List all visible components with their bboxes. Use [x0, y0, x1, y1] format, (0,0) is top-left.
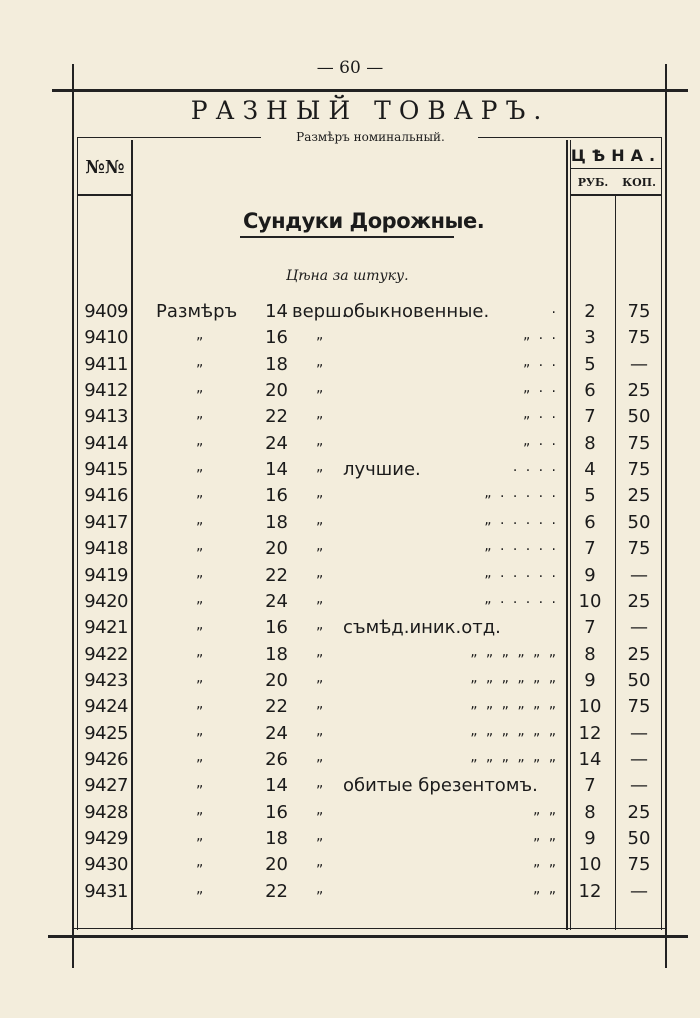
unit-label: „ — [316, 617, 324, 634]
size-value: 24 — [265, 722, 288, 744]
price-rub: 9 — [584, 669, 596, 691]
size-value: 22 — [265, 564, 288, 586]
ditto-fill: . — [551, 301, 558, 317]
price-kop: 25 — [627, 380, 651, 402]
item-number: 9430 — [84, 854, 128, 876]
ditto-fill: „ . . — [522, 353, 558, 370]
ditto-fill: . . . . — [512, 459, 558, 476]
price-kop: 50 — [627, 669, 651, 691]
item-number: 9418 — [84, 538, 128, 560]
item-number: 9417 — [84, 511, 128, 533]
item-number: 9411 — [84, 353, 128, 375]
table-row — [0, 825, 700, 851]
description: лучшие. — [343, 459, 421, 481]
subtitle-rule-left — [78, 137, 261, 138]
price-kop: 50 — [627, 406, 651, 428]
table-row — [0, 298, 700, 324]
size-label: „ — [196, 617, 204, 634]
size-value: 24 — [265, 590, 288, 612]
ditto-fill: „ . . — [522, 380, 558, 397]
table-row — [0, 377, 700, 403]
table-row — [0, 535, 700, 561]
price-kop: — — [630, 617, 648, 639]
ditto-fill: „ „ — [533, 828, 558, 844]
item-number: 9420 — [84, 590, 128, 612]
size-label: „ — [196, 669, 204, 686]
unit-label: „ — [316, 353, 324, 370]
price-kop: 75 — [627, 301, 651, 322]
price-rub: 8 — [584, 432, 596, 454]
size-label: „ — [196, 353, 204, 370]
size-label: „ — [196, 432, 204, 449]
unit-label: „ — [316, 406, 324, 423]
price-kop: 25 — [627, 485, 651, 507]
unit-label: „ — [316, 432, 324, 449]
item-number: 9423 — [84, 669, 128, 691]
price-rub: 6 — [584, 380, 596, 402]
unit-label: „ — [316, 880, 324, 897]
table-row — [0, 878, 700, 904]
item-number: 9424 — [84, 696, 128, 718]
size-value: 14 — [265, 775, 288, 797]
price-rub: 7 — [584, 406, 596, 428]
price-kop: 75 — [627, 696, 651, 718]
size-label: „ — [196, 801, 204, 818]
price-kop: 75 — [627, 432, 651, 454]
price-kop: 75 — [627, 538, 651, 560]
table-row — [0, 667, 700, 693]
size-label: „ — [196, 854, 204, 871]
price-kop: — — [630, 564, 648, 586]
unit-label: „ — [316, 854, 324, 871]
table-row — [0, 456, 700, 482]
unit-label: „ — [316, 801, 324, 818]
price-rub: 3 — [584, 327, 596, 349]
size-label: „ — [196, 748, 204, 765]
price-rub: 10 — [578, 854, 602, 876]
bottom-rule-inner — [72, 928, 666, 929]
size-value: 14 — [265, 459, 288, 481]
table-row — [0, 430, 700, 456]
unit-label: „ — [316, 380, 324, 397]
size-label: „ — [196, 380, 204, 397]
item-number: 9428 — [84, 801, 128, 823]
unit-label: „ — [316, 538, 324, 555]
unit-label: „ — [316, 564, 324, 581]
item-number: 9412 — [84, 380, 128, 402]
price-kop: 50 — [627, 511, 651, 533]
ditto-fill: „ . . . . . — [484, 538, 558, 555]
price-rub: 2 — [584, 301, 596, 322]
size-value: 22 — [265, 880, 288, 902]
ditto-fill: „ „ „ „ „ „ — [470, 722, 558, 739]
table-row — [0, 720, 700, 746]
size-value: 18 — [265, 511, 288, 533]
number-header-rule — [78, 194, 131, 196]
price-rub: 10 — [578, 590, 602, 612]
size-value: 18 — [265, 828, 288, 849]
price-per-unit-note: Цѣна за штуку. — [286, 268, 409, 284]
item-number: 9426 — [84, 748, 128, 770]
item-number: 9409 — [84, 301, 128, 322]
size-label: „ — [196, 880, 204, 897]
item-number: 9422 — [84, 643, 128, 665]
ditto-fill: „ „ „ „ „ „ — [470, 643, 558, 660]
unit-label: „ — [316, 828, 324, 844]
item-number: 9425 — [84, 722, 128, 744]
description: съмѣд.иник.отд. — [343, 617, 501, 639]
size-label: „ — [196, 511, 204, 528]
table-row — [0, 693, 700, 719]
ditto-fill: „ „ — [533, 854, 558, 871]
ditto-fill: „ . . . . . — [484, 564, 558, 581]
price-kop: — — [630, 880, 648, 902]
price-kop: — — [630, 722, 648, 744]
subtitle-rule-right — [478, 137, 661, 138]
size-label: „ — [196, 538, 204, 555]
size-label: „ — [196, 828, 204, 844]
unit-label: верш. — [292, 301, 348, 322]
price-kop: 50 — [627, 828, 651, 849]
price-rub: 8 — [584, 643, 596, 665]
unit-label: „ — [316, 485, 324, 502]
size-label: „ — [196, 327, 204, 344]
unit-label: „ — [316, 696, 324, 713]
size-value: 20 — [265, 854, 288, 876]
ditto-fill: „ . . . . . — [484, 511, 558, 528]
ditto-fill: „ . . — [522, 327, 558, 344]
size-value: 18 — [265, 643, 288, 665]
size-value: 16 — [265, 801, 288, 823]
unit-label: „ — [316, 327, 324, 344]
table-row — [0, 799, 700, 825]
unit-label: „ — [316, 775, 324, 792]
price-kop: 75 — [627, 854, 651, 876]
price-rub: 7 — [584, 775, 596, 797]
ditto-fill: „ . . . . . — [484, 590, 558, 607]
table-row — [0, 588, 700, 614]
unit-label: „ — [316, 511, 324, 528]
section-title-underline — [240, 236, 454, 238]
unit-label: „ — [316, 669, 324, 686]
size-label: „ — [196, 643, 204, 660]
size-value: 16 — [265, 617, 288, 639]
table-row — [0, 509, 700, 535]
price-kop: 75 — [627, 459, 651, 481]
size-value: 24 — [265, 432, 288, 454]
top-rule — [52, 89, 688, 92]
price-rub: 9 — [584, 828, 596, 849]
table-row — [0, 324, 700, 350]
ditto-fill: „ . . — [522, 406, 558, 423]
unit-label: „ — [316, 722, 324, 739]
ditto-fill: „ „ „ „ „ „ — [470, 748, 558, 765]
price-kop: 25 — [627, 643, 651, 665]
rub-column-header: РУБ. — [577, 176, 609, 189]
price-header-rule — [571, 168, 661, 169]
unit-label: „ — [316, 459, 324, 476]
rub-kop-rule — [571, 194, 661, 196]
ditto-fill: „ „ — [533, 880, 558, 897]
size-label: „ — [196, 590, 204, 607]
size-label: „ — [196, 459, 204, 476]
size-value: 20 — [265, 380, 288, 402]
size-label: „ — [196, 696, 204, 713]
price-kop: — — [630, 353, 648, 375]
table-row — [0, 746, 700, 772]
size-value: 14 — [265, 301, 288, 322]
price-rub: 12 — [578, 722, 602, 744]
ditto-fill: „ „ „ „ „ „ — [470, 669, 558, 686]
price-kop: 25 — [627, 801, 651, 823]
price-rub: 7 — [584, 538, 596, 560]
size-label: „ — [196, 775, 204, 792]
ditto-fill: „ . . — [522, 432, 558, 449]
price-rub: 10 — [578, 696, 602, 718]
price-rub: 5 — [584, 353, 596, 375]
kop-column-header: КОП. — [622, 176, 656, 189]
price-kop: — — [630, 748, 648, 770]
table-row — [0, 772, 700, 798]
item-number: 9429 — [84, 828, 128, 849]
number-column-header: №№ — [85, 157, 125, 178]
item-number: 9413 — [84, 406, 128, 428]
table-row — [0, 641, 700, 667]
table-row — [0, 562, 700, 588]
size-value: 20 — [265, 538, 288, 560]
price-kop: 75 — [627, 327, 651, 349]
price-rub: 5 — [584, 485, 596, 507]
subtitle: Размѣръ номинальный. — [296, 130, 445, 144]
price-rub: 9 — [584, 564, 596, 586]
table-row — [0, 614, 700, 640]
item-number: 9416 — [84, 485, 128, 507]
section-title: Сундуки Дорожные. — [243, 209, 485, 233]
unit-label: „ — [316, 748, 324, 765]
size-value: 16 — [265, 485, 288, 507]
unit-label: „ — [316, 643, 324, 660]
price-rub: 14 — [578, 748, 602, 770]
description: обитые брезентомъ. — [343, 775, 538, 797]
size-value: 16 — [265, 327, 288, 349]
size-label: „ — [196, 406, 204, 423]
ditto-fill: „ „ — [533, 801, 558, 818]
price-rub: 6 — [584, 511, 596, 533]
page-title: РАЗНЫЙ ТОВАРЪ. — [190, 96, 550, 125]
price-kop: 25 — [627, 590, 651, 612]
table-row — [0, 482, 700, 508]
table-row — [0, 351, 700, 377]
bottom-rule — [48, 935, 688, 938]
description: обыкновенные. — [343, 301, 490, 322]
size-value: 20 — [265, 669, 288, 691]
size-value: 22 — [265, 696, 288, 718]
price-column-header: ЦѢНА. — [570, 146, 662, 165]
table-row — [0, 851, 700, 877]
ditto-fill: „ „ „ „ „ „ — [470, 696, 558, 713]
item-number: 9419 — [84, 564, 128, 586]
size-label: „ — [196, 722, 204, 739]
price-rub: 12 — [578, 880, 602, 902]
size-value: 26 — [265, 748, 288, 770]
item-number: 9414 — [84, 432, 128, 454]
price-rub: 7 — [584, 617, 596, 639]
size-label: „ — [196, 564, 204, 581]
item-number: 9431 — [84, 880, 128, 902]
ditto-fill: „ . . . . . — [484, 485, 558, 502]
item-number: 9415 — [84, 459, 128, 481]
price-rub: 8 — [584, 801, 596, 823]
table-row — [0, 403, 700, 429]
price-rub: 4 — [584, 459, 596, 481]
unit-label: „ — [316, 590, 324, 607]
page-number: — 60 — — [316, 58, 384, 78]
size-label: Размѣръ — [156, 301, 238, 322]
price-kop: — — [630, 775, 648, 797]
item-number: 9421 — [84, 617, 128, 639]
size-label: „ — [196, 485, 204, 502]
item-number: 9410 — [84, 327, 128, 349]
size-value: 22 — [265, 406, 288, 428]
item-number: 9427 — [84, 775, 128, 797]
size-value: 18 — [265, 353, 288, 375]
